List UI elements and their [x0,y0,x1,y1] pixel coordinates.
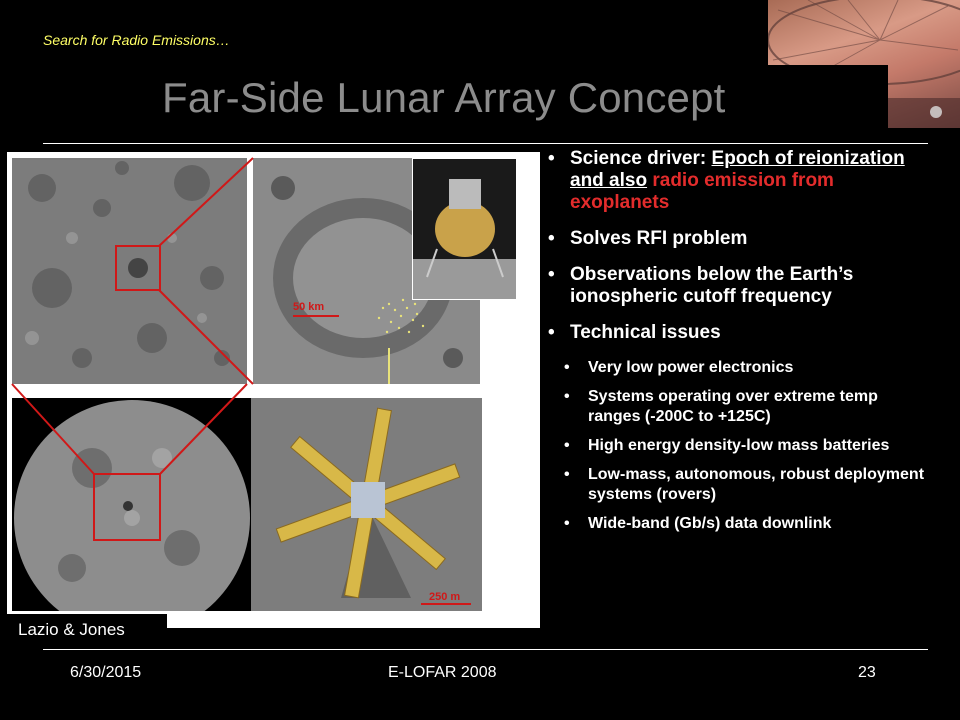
slide-tagline: Search for Radio Emissions… [43,32,230,48]
bullet-observations: • Observations below the Earth’s ionospheric cutoff frequency [548,264,933,308]
slide-title: Far-Side Lunar Array Concept [162,74,726,121]
top-rule [43,143,928,144]
footer-page-number: 23 [858,664,876,681]
credit-label: Lazio & Jones [18,620,125,639]
bullet-technical-issues: • Technical issues [548,322,933,344]
scale-label-250m: 250 m [429,591,461,603]
scale-label-50km: 50 km [293,301,325,313]
science-driver-underlined: Epoch of reionization and also [570,148,905,191]
callout-lines [7,152,540,628]
footer-event: E-LOFAR 2008 [388,664,497,681]
bullet-science-driver [548,148,933,214]
sub-bullet-temperature: • Systems operating over extreme temp ranges (-200C to +125C) [560,387,933,427]
bottom-rule [43,649,928,650]
sub-bullet-power: • Very low power electronics [560,358,933,378]
sub-bullet-batteries: • High energy density-low mass batteries [560,436,933,456]
credit-label-box [7,614,167,648]
science-driver-red: radio emission from exoplanets [570,170,834,213]
bullet-rfi: • Solves RFI problem [548,228,933,250]
sub-bullet-downlink: • Wide-band (Gb/s) data downlink [560,514,933,534]
science-driver-prefix: Science driver: [570,148,712,169]
bullet-list [548,148,933,543]
lunar-figure-panel [7,152,540,628]
sub-bullet-deployment: • Low-mass, autonomous, robust deployment systems (rovers) [560,465,933,505]
footer-date: 6/30/2015 [70,664,142,681]
